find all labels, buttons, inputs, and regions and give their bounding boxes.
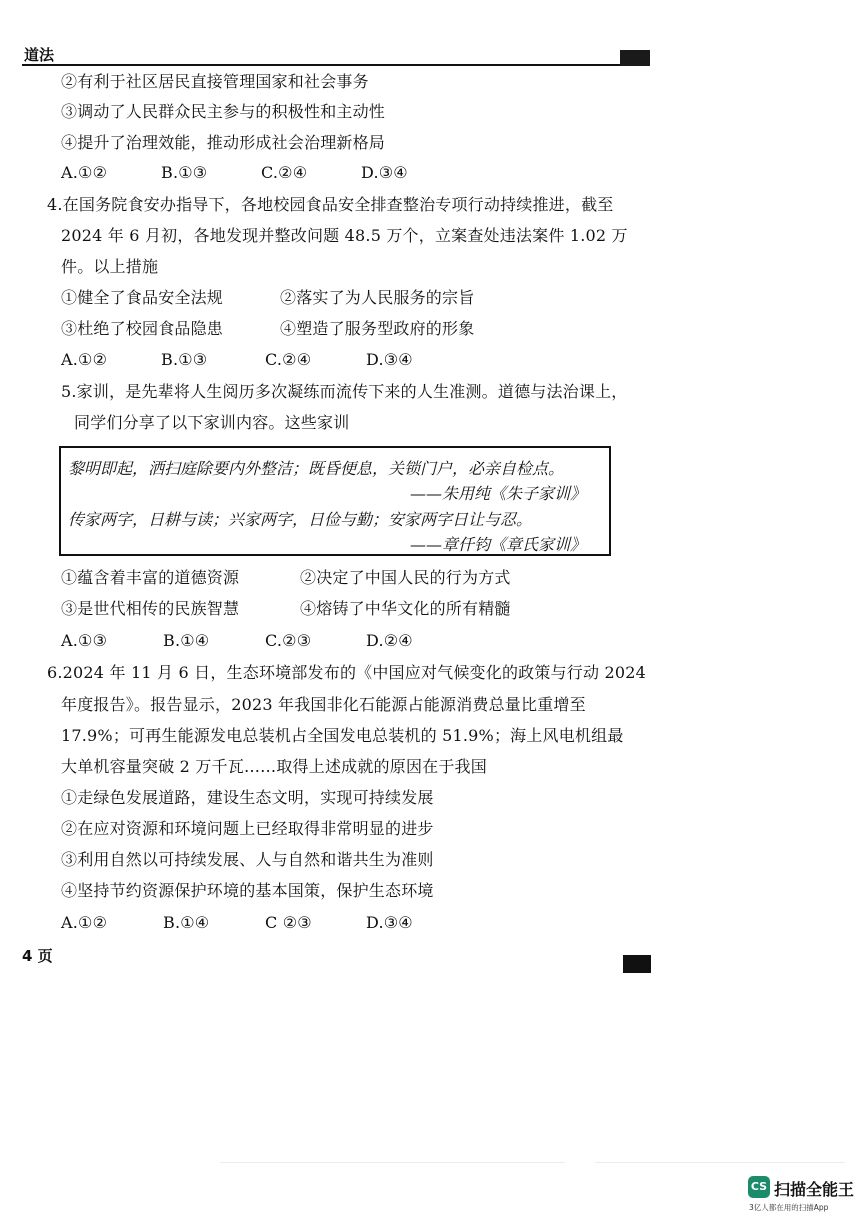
q6-stem-line-1: 6.2024 年 11 月 6 日，生态环境部发布的《中国应对气候变化的政策与行动 2024 — [47, 663, 646, 682]
q6-answer-d: D.③④ — [366, 913, 413, 932]
quote-zhang: 传家两字，日耕与读；兴家两字，日俭与勤；安家两字日让与忍。 — [68, 510, 533, 529]
q4-answer-c: C.②④ — [265, 350, 312, 369]
q3-option-4: ④提升了治理效能，推动形成社会治理新格局 — [61, 133, 386, 152]
q3-answer-d: D.③④ — [361, 163, 408, 182]
q4-answer-d: D.③④ — [366, 350, 413, 369]
header-rule — [22, 64, 650, 66]
q5-option-2: ②决定了中国人民的行为方式 — [300, 568, 511, 587]
q6-option-2: ②在应对资源和环境问题上已经取得非常明显的进步 — [61, 819, 434, 838]
q6-stem-line-3: 17.9%；可再生能源发电总装机占全国发电总装机的 51.9%；海上风电机组最 — [61, 726, 624, 745]
q5-option-4: ④熔铸了中华文化的所有精髓 — [300, 599, 511, 618]
q4-stem-line-2: 2024 年 6 月初，各地发现并整改问题 48.5 万个，立案查处违法案件 1.02 万 — [61, 226, 628, 245]
q6-stem-line-2: 年度报告》。报告显示，2023 年我国非化石能源占能源消费总量比重增至 — [61, 695, 586, 714]
q5-answer-b: B.①④ — [163, 631, 210, 650]
q4-stem-line-3: 件。以上措施 — [61, 257, 159, 276]
q5-option-1: ①蕴含着丰富的道德资源 — [61, 568, 240, 587]
quote-zhang-source: ——章仟钧《章氏家训》 — [410, 535, 587, 554]
q5-answer-d: D.②④ — [366, 631, 413, 650]
q4-answer-a: A.①② — [61, 350, 108, 369]
q6-option-1: ①走绿色发展道路，建设生态文明，实现可持续发展 — [61, 788, 434, 807]
subject-title: 道法 — [24, 46, 55, 64]
camscanner-logo-icon: CS — [748, 1176, 770, 1198]
page-number: 4 页 — [22, 947, 53, 965]
q6-stem-line-4: 大单机容量突破 2 万千瓦……取得上述成就的原因在于我国 — [61, 757, 487, 776]
q3-option-2: ②有利于社区居民直接管理国家和社会事务 — [61, 72, 369, 91]
q6-answer-a: A.①② — [61, 913, 108, 932]
q6-answer-c: C ②③ — [265, 913, 312, 932]
q4-option-1: ①健全了食品安全法规 — [61, 288, 224, 307]
footer-corner-block — [623, 955, 651, 973]
q5-stem-line-1: 5.家训，是先辈将人生阅历多次凝练而流传下来的人生准测。道德与法治课上， — [61, 382, 628, 401]
scan-artifact-line — [220, 1162, 565, 1163]
q4-answer-b: B.①③ — [161, 350, 208, 369]
quote-zhuzi-source: ——朱用纯《朱子家训》 — [410, 484, 587, 503]
q4-option-3: ③杜绝了校园食品隐患 — [61, 319, 224, 338]
q5-answer-a: A.①③ — [61, 631, 108, 650]
q4-option-2: ②落实了为人民服务的宗旨 — [280, 288, 475, 307]
q3-option-3: ③调动了人民群众民主参与的积极性和主动性 — [61, 102, 386, 121]
q5-stem-line-2: 同学们分享了以下家训内容。这些家训 — [74, 413, 350, 432]
q5-answer-c: C.②③ — [265, 631, 312, 650]
camscanner-name: 扫描全能王 — [774, 1180, 855, 1199]
q6-option-3: ③利用自然以可持续发展、人与自然和谐共生为准则 — [61, 850, 434, 869]
quote-zhuzi: 黎明即起，洒扫庭除要内外整洁；既昏便息，关锁门户，必亲自检点。 — [68, 459, 565, 478]
q6-answer-b: B.①④ — [163, 913, 210, 932]
q4-stem-line-1: 4.在国务院食安办指导下，各地校园食品安全排查整治专项行动持续推进，截至 — [47, 195, 614, 214]
scan-artifact-line — [595, 1162, 845, 1163]
q5-option-3: ③是世代相传的民族智慧 — [61, 599, 240, 618]
q4-option-4: ④塑造了服务型政府的形象 — [280, 319, 475, 338]
q3-answer-a: A.①② — [61, 163, 108, 182]
q3-answer-b: B.①③ — [161, 163, 208, 182]
header-corner-block — [620, 50, 650, 66]
q3-answer-c: C.②④ — [261, 163, 308, 182]
q6-option-4: ④坚持节约资源保护环境的基本国策，保护生态环境 — [61, 881, 434, 900]
camscanner-tagline: 3亿人都在用的扫描App — [749, 1203, 829, 1212]
